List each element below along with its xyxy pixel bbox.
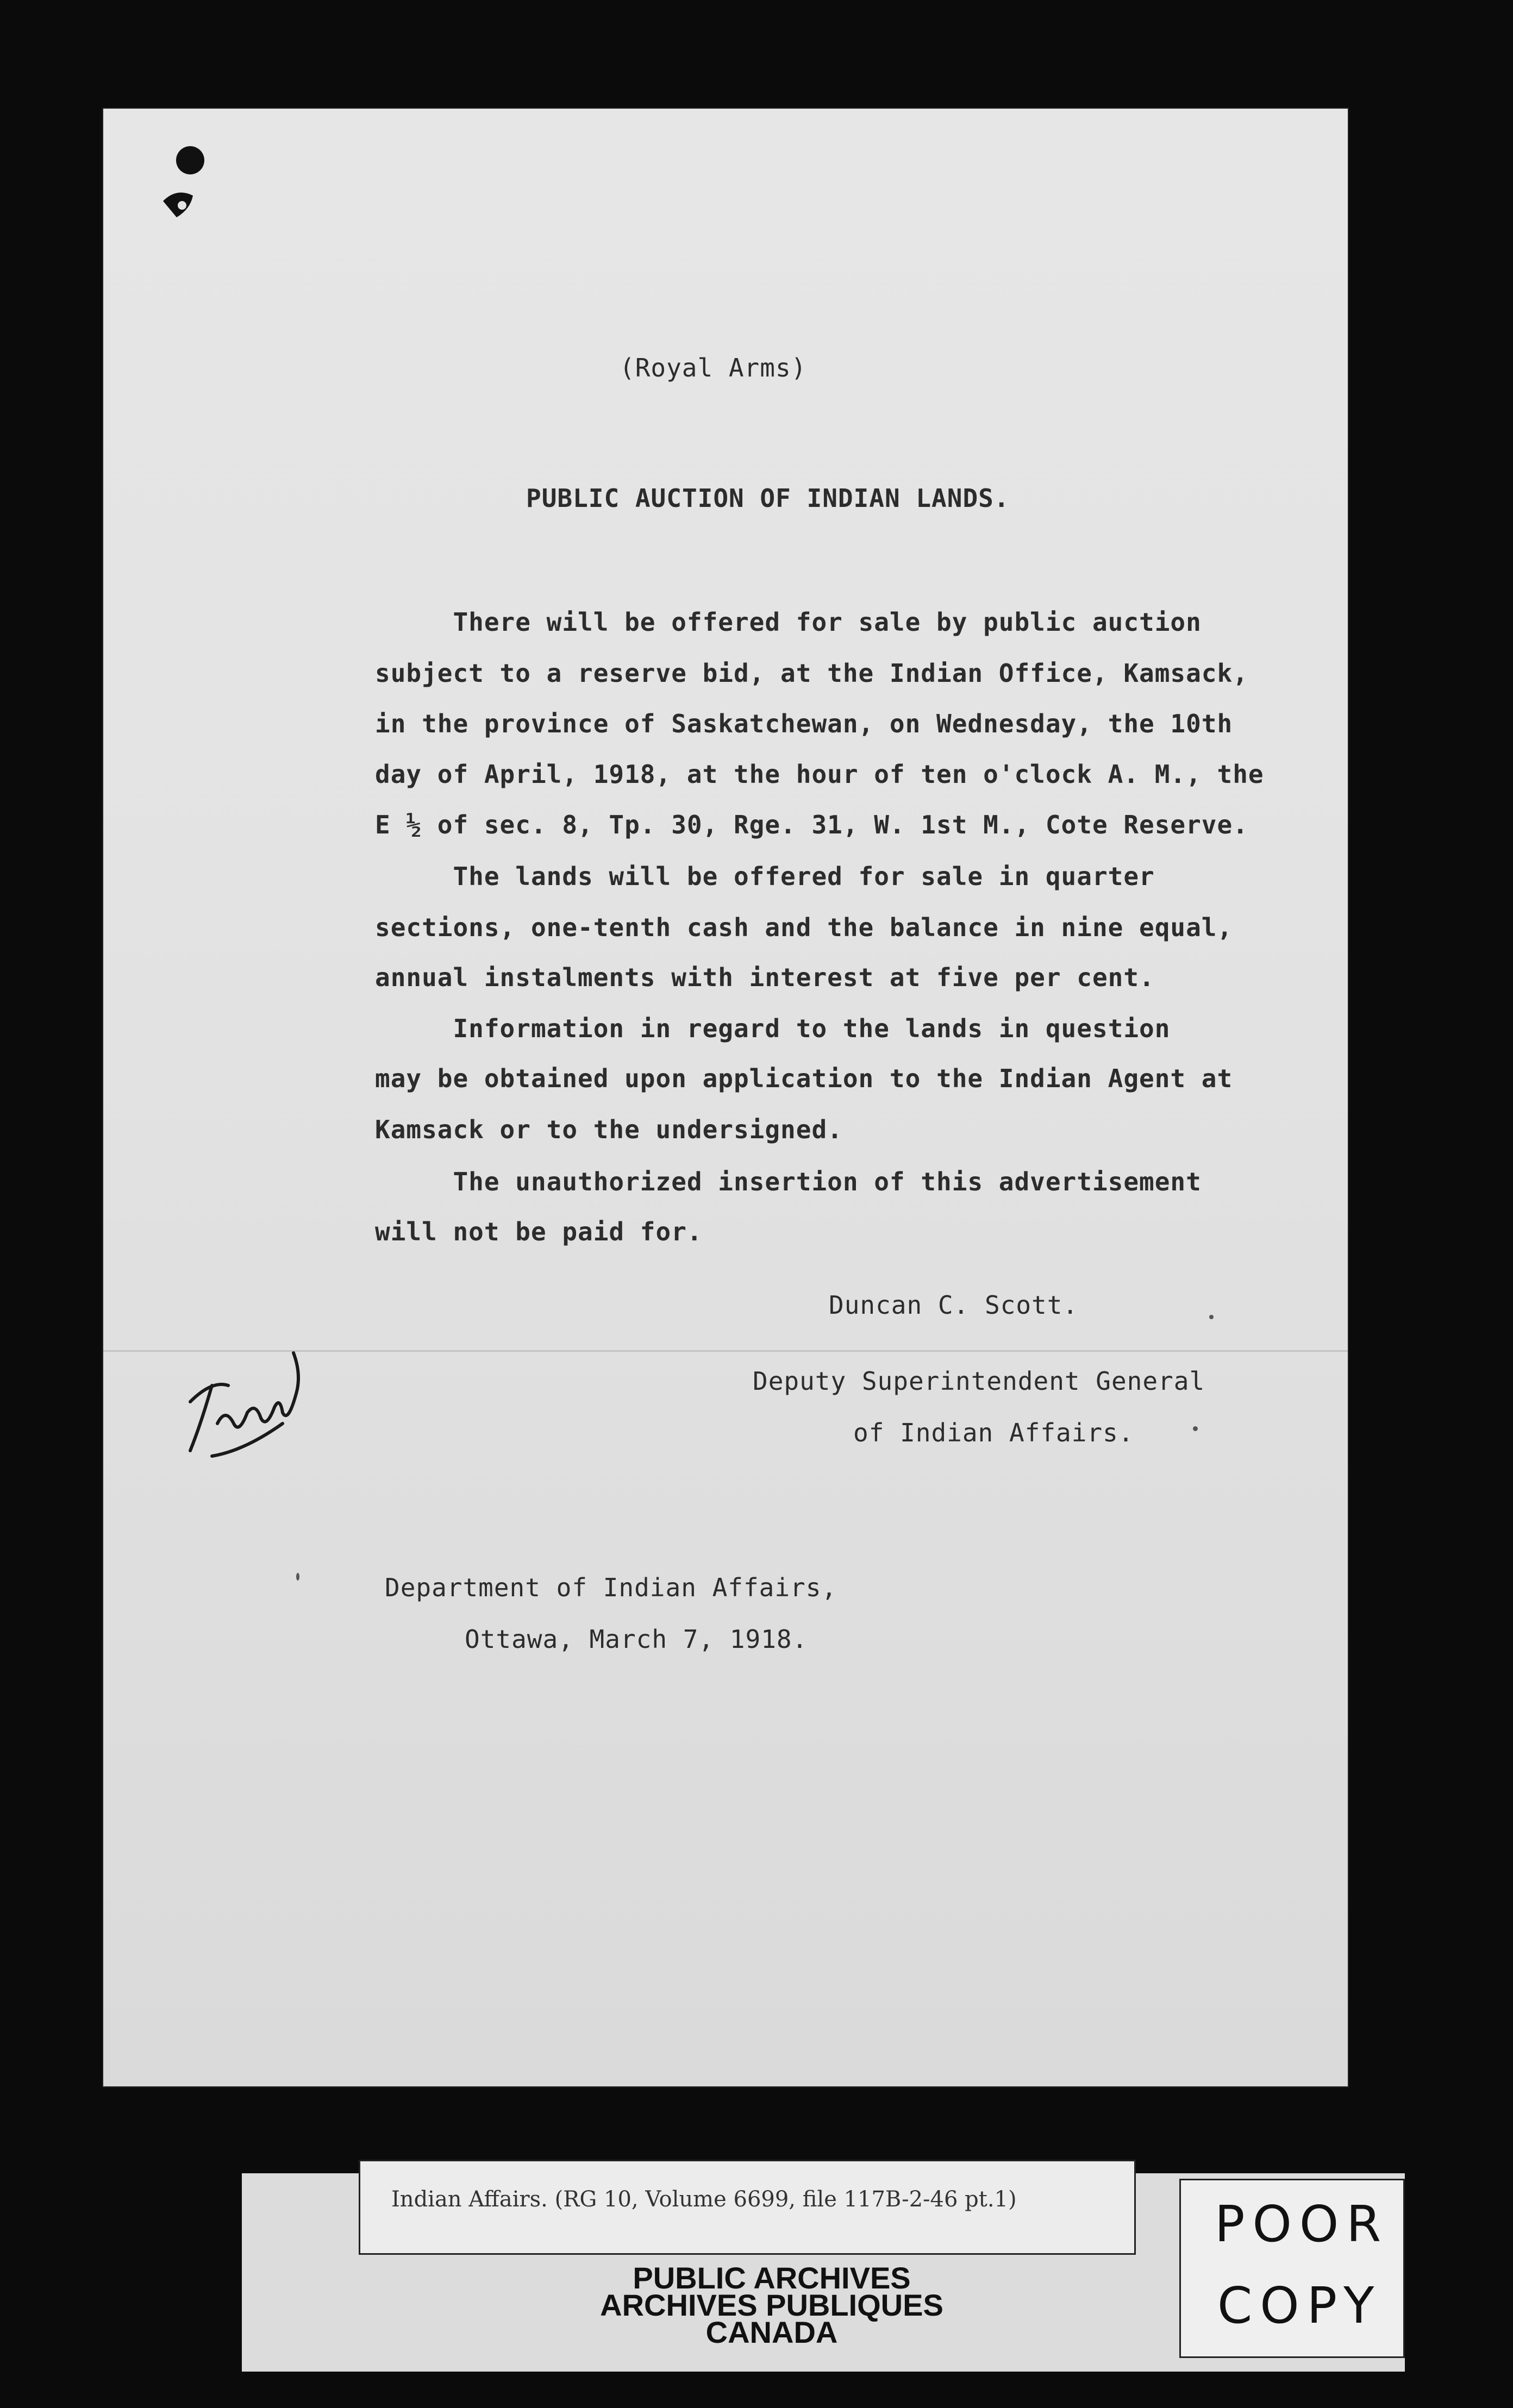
archive-reference: Indian Affairs. (RG 10, Volume 6699, file 117B-2-46 pt.1) bbox=[391, 2187, 1017, 2212]
body-line: annual instalments with interest at five per cent. bbox=[375, 963, 1155, 992]
body-line: subject to a reserve bid, at the Indian Office, Kamsack, bbox=[375, 659, 1248, 688]
signature-name: Duncan C. Scott. bbox=[829, 1290, 1079, 1320]
signature-title-continued: of Indian Affairs. bbox=[853, 1418, 1134, 1447]
ink-mark-icon bbox=[152, 136, 212, 228]
body-line: E ½ of sec. 8, Tp. 30, Rge. 31, W. 1st M., Cote Reserve. bbox=[375, 810, 1248, 839]
body-line: will not be paid for. bbox=[375, 1217, 703, 1246]
speck-mark bbox=[1209, 1315, 1214, 1319]
archive-name-en: PUBLIC ARCHIVES bbox=[633, 2261, 911, 2295]
body-line: There will be offered for sale by public auction bbox=[375, 607, 1202, 637]
body-line: in the province of Saskatchewan, on Wednesday, the 10th bbox=[375, 709, 1233, 738]
body-line: Kamsack or to the undersigned. bbox=[375, 1115, 843, 1144]
archive-name-fr: ARCHIVES PUBLIQUES bbox=[600, 2288, 943, 2322]
copy-stamp-text: COPY bbox=[1217, 2277, 1382, 2335]
body-line: may be obtained upon application to the Indian Agent at bbox=[375, 1064, 1233, 1093]
royal-arms-heading: (Royal Arms) bbox=[620, 353, 807, 382]
signature-title: Deputy Superintendent General bbox=[753, 1366, 1205, 1396]
body-line: Information in regard to the lands in question bbox=[375, 1014, 1171, 1043]
document-page bbox=[103, 109, 1348, 2086]
archive-country: CANADA bbox=[705, 2315, 838, 2349]
page-title: PUBLIC AUCTION OF INDIAN LANDS. bbox=[526, 484, 1010, 513]
department-date: Ottawa, March 7, 1918. bbox=[465, 1625, 808, 1654]
department-name: Department of Indian Affairs, bbox=[385, 1573, 837, 1602]
body-line: day of April, 1918, at the hour of ten o'clock A. M., the bbox=[375, 760, 1264, 789]
body-line: The lands will be offered for sale in quarter bbox=[375, 862, 1155, 891]
handwritten-initials-icon bbox=[179, 1342, 326, 1467]
body-line: sections, one-tenth cash and the balance in nine equal, bbox=[375, 913, 1233, 942]
speck-mark bbox=[1193, 1426, 1198, 1431]
body-line: The unauthorized insertion of this advertisement bbox=[375, 1167, 1202, 1196]
poor-stamp-text: POOR bbox=[1215, 2195, 1389, 2253]
speck-mark bbox=[296, 1573, 299, 1581]
